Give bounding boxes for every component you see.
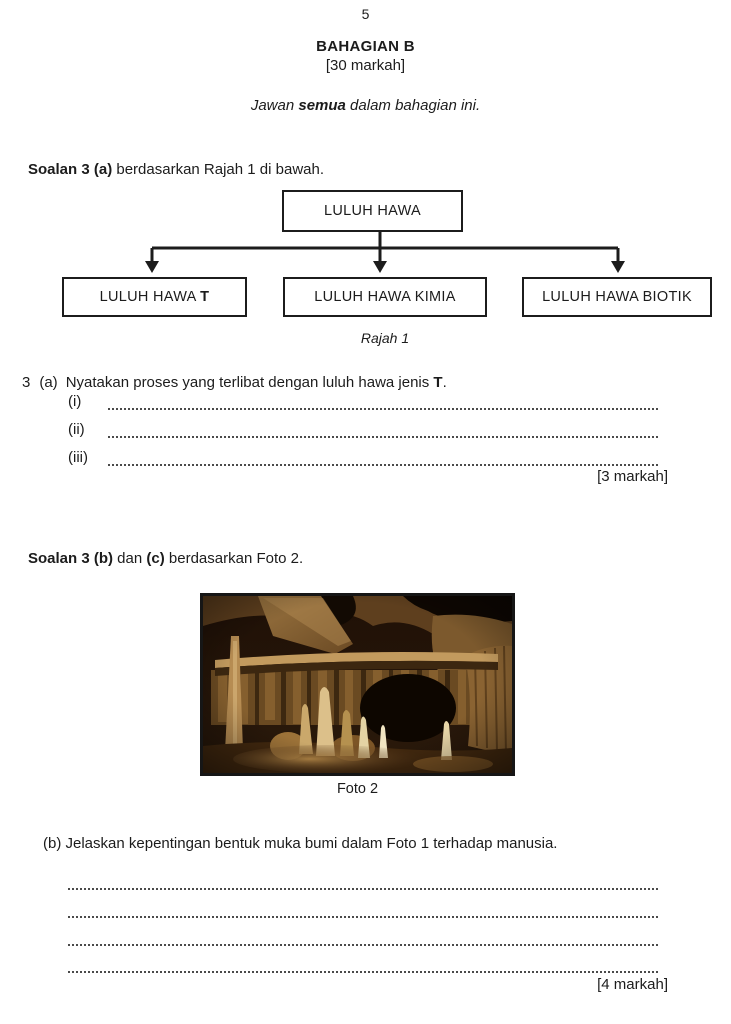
question-3b-part: (b) [43,835,62,852]
foto-2-photo-frame [200,593,515,776]
soalan-3a-intro-bold: Soalan 3 (a) [28,161,113,178]
section-total-marks: [30 markah] [325,57,406,74]
rajah-1-caption: Rajah 1 [360,330,410,346]
marks-3b: [4 markah] [597,976,668,993]
question-part: (a) [39,374,58,391]
soalan-3a-intro-rest: berdasarkan Rajah 1 di bawah. [112,161,325,178]
marks-3a: [3 markah] [597,468,668,485]
question-text: Nyatakan proses yang terlibat dengan luluh hawa jenis [65,374,434,391]
soalan-3b-intro-rest: berdasarkan Foto 2. [164,550,304,567]
soalan-3a-intro [28,161,324,178]
answer-label-ii: (ii) [68,421,85,438]
answer-line-dotted [68,971,658,973]
section-title: BAHAGIAN B [316,38,415,55]
answer-row-i [68,393,658,411]
box1-text: LULUH HAWA [99,289,201,305]
answer-label-i: (i) [68,393,82,410]
answer-row-iii [68,449,658,467]
question-text-end: . [442,374,447,391]
box2-text: LULUH HAWA KIMIA [314,289,456,305]
box1-bold: T [200,289,210,305]
diagram-box-luluh-hawa-t [62,277,247,317]
diagram-root-box [282,190,463,232]
answer-line-dotted [108,450,658,466]
answer-row-ii [68,421,658,439]
question-3a [22,374,447,391]
answer-line-dotted [68,888,658,890]
instruction-bold: semua [298,97,346,114]
instruction-post: dalam bahagian ini. [345,97,481,114]
foto-2-caption: Foto 2 [336,781,379,797]
soalan-3b-intro-bold1: Soalan 3 (b) [28,550,114,567]
question-number: 3 [22,374,31,391]
answer-line-dotted [108,422,658,438]
answer-line-dotted [108,394,658,410]
answer-line-dotted [68,916,658,918]
diagram-box-luluh-hawa-biotik [522,277,712,317]
page-number: 5 [361,6,370,22]
diagram-root-label: LULUH HAWA [324,203,421,219]
question-bold-t: T [433,374,443,391]
diagram-box-label [100,289,210,305]
instruction-pre: Jawan [250,97,299,114]
box3-text: LULUH HAWA BIOTIK [542,289,692,305]
soalan-3b-intro-bold2: (c) [146,550,165,567]
soalan-3b-intro [28,550,303,567]
answer-label-iii: (iii) [68,449,88,466]
cave-photo [203,596,512,773]
diagram-arrows [138,231,634,277]
question-3b [43,835,557,852]
answer-line-dotted [68,944,658,946]
question-3b-text: Jelaskan kepentingan bentuk muka bumi dalam Foto 1 terhadap manusia. [61,835,558,852]
diagram-box-label [542,289,692,305]
diagram-box-luluh-hawa-kimia [283,277,487,317]
soalan-3b-intro-mid: dan [113,550,147,567]
section-instruction [0,97,731,114]
diagram-box-label [314,289,456,305]
